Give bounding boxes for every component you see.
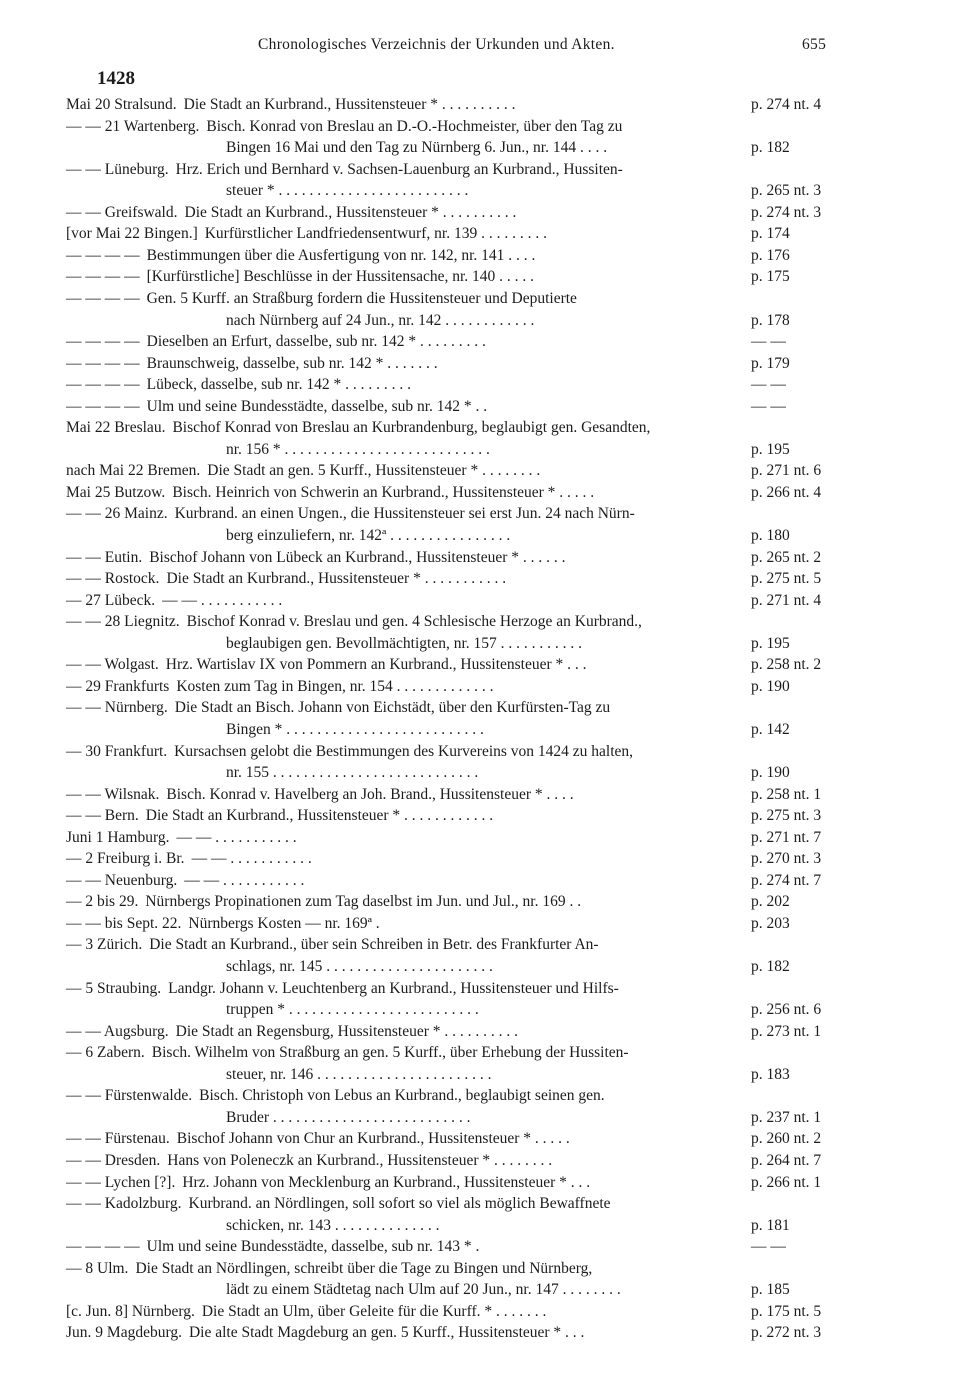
entry-page-reference: p. 256 nt. 6 [751,1001,822,1019]
entry-page-reference: p. 142 [751,720,790,738]
entry-description: nach Nürnberg auf 24 Jun., nr. 142 . . . . . . . . . . . . [226,311,535,329]
entry-page-reference: p. 182 [751,139,790,157]
entry-description: Bisch. Konrad von Breslau an D.-O.-Hochmeister, über den Tag zu [206,117,623,135]
entry-date-place: — — Fürstenwalde. [66,1087,193,1105]
entry-description: Dieselben an Erfurt, dasselbe, sub nr. 142 * . . . . . . . . . [146,333,486,351]
entry-description: schicken, nr. 143 . . . . . . . . . . . . . . [226,1216,440,1234]
entry-description: Bischof Konrad v. Breslau und gen. 4 Schlesische Herzoge an Kurbrand., [186,613,642,631]
entry-date-place: — — — — [66,333,140,351]
entry-page-reference: p. 182 [751,958,790,975]
entry-line [0,1217,960,1238]
entry-page-reference: p. 258 nt. 1 [751,785,822,803]
entry-description: Kurfürstlicher Landfriedensentwurf, nr. 139 . . . . . . . . . [204,225,547,243]
entry-description: Die Stadt an Kurbrand., Hussitensteuer * . . . . . . . . . . [183,96,516,113]
entry-page-reference: p. 174 [751,225,790,243]
entry-description: Die Stadt an gen. 5 Kurff., Hussitensteuer * . . . . . . . . [207,462,541,480]
entry-page-reference: p. 237 nt. 1 [751,1108,822,1126]
entry-line [0,355,960,376]
entry-description: Die Stadt an Regensburg, Hussitensteuer * . . . . . . . . . . [175,1022,519,1040]
entry-description: Ulm und seine Bundesstädte, dasselbe, sub nr. 142 * . . [146,397,488,415]
entry-page-reference: p. 275 nt. 3 [751,807,822,825]
entry-description: Kurbrand. an einen Ungen., die Hussitensteuer sei erst Jun. 24 nach Nürn- [174,505,635,523]
entry-date-place: [c. Jun. 8] Nürnberg. [66,1302,195,1320]
entry-page-reference: p. 176 [751,246,790,264]
entry-description: Kursachsen gelobt die Bestimmungen des Kurvereins von 1424 zu halten, [174,742,634,760]
page-number: 655 [802,36,827,53]
entry-description: Bisch. Heinrich von Schwerin an Kurbrand., Hussitensteuer * . . . . . [172,483,595,501]
entry-date-place: — — — — [66,376,140,394]
entry-page-reference: p. 271 nt. 6 [751,462,822,480]
entry-description: Bisch. Wilhelm von Straßburg an gen. 5 Kurff., über Erhebung der Hussiten- [151,1044,629,1062]
entry-page-reference: p. 180 [751,527,790,544]
entry-page-reference: p. 195 [751,440,790,458]
entry-line [0,419,960,440]
entry-page-reference: p. 272 nt. 3 [751,1324,822,1342]
year-heading: 1428 [97,68,135,89]
entry-page-reference: p. 190 [751,677,790,695]
entry-description: Bingen * . . . . . . . . . . . . . . . . . . . . . . . . . . [226,720,484,738]
entry-page-reference: p. 265 nt. 3 [751,182,822,200]
entry-description: Bisch. Christoph von Lebus an Kurbrand., beglaubigt seinen gen. [199,1087,605,1105]
entry-line [0,161,960,182]
entry-line [0,333,960,354]
entry-description: Hrz. Johann von Mecklenburg an Kurbrand., Hussitensteuer * . . . [182,1173,591,1191]
entry-description: Gen. 5 Kurff. an Straßburg fordern die Hussitensteuer und Deputierte [146,289,577,307]
entry-line [0,592,960,613]
entry-page-reference: p. 270 nt. 3 [751,850,822,868]
entry-line [0,1152,960,1173]
entry-description: steuer, nr. 146 . . . . . . . . . . . . . . . . . . . . . . . [226,1065,492,1083]
entry-line [0,872,960,893]
entry-date-place: — 5 Straubing. [66,979,162,997]
entry-date-place: — 8 Ulm. [66,1259,129,1277]
entry-page-reference: p. 260 nt. 2 [751,1130,822,1148]
entry-line [0,1303,960,1324]
entry-description: Kosten zum Tag in Bingen, nr. 154 . . . . . . . . . . . . . [176,677,494,695]
entry-date-place: — 27 Lübeck. [66,591,156,609]
entry-description: truppen * . . . . . . . . . . . . . . . . . . . . . . . . . [226,1001,479,1019]
entry-date-place: — 6 Zabern. [66,1044,145,1062]
entry-line [0,721,960,742]
entry-description: Hans von Poleneczk an Kurbrand., Hussitensteuer * . . . . . . . . [167,1151,553,1169]
entry-page-reference: p. 273 nt. 1 [751,1022,822,1040]
running-title: Chronologisches Verzeichnis der Urkunden und Akten. [258,36,615,53]
entry-page-reference: p. 202 [751,893,790,911]
entry-date-place: — 2 bis 29. [66,893,139,911]
entry-page-reference: p. 274 nt. 7 [751,871,822,889]
entry-date-place: — — Wolgast. [66,656,159,674]
entry-date-place: — 30 Frankfurt. [66,742,168,760]
entry-page-reference: p. 271 nt. 7 [751,828,822,846]
entry-description: Bruder . . . . . . . . . . . . . . . . . . . . . . . . . . [226,1108,471,1126]
entry-line [0,376,960,397]
entry-line [0,268,960,289]
entry-page-reference: p. 178 [751,311,790,329]
entry-description: — — . . . . . . . . . . . [162,591,283,609]
entry-line [0,182,960,203]
entry-date-place: — 2 Freiburg i. Br. [66,850,185,868]
entry-line [0,1087,960,1108]
entry-line [0,1324,960,1345]
entry-page-reference: p. 275 nt. 5 [751,570,822,588]
entry-page-reference: p. 258 nt. 2 [751,656,822,674]
entry-date-place: — — — — [66,289,140,307]
entry-date-place: — — Augsburg. [66,1022,169,1040]
entry-line [0,527,960,548]
entry-line [0,462,960,483]
entry-line [0,139,960,160]
entry-date-place: nach Mai 22 Bremen. [66,462,201,480]
entry-page-reference: p. 274 nt. 4 [751,96,822,113]
entry-description: Ulm und seine Bundesstädte, dasselbe, sub nr. 143 * . [146,1238,480,1256]
entry-line [0,549,960,570]
entry-description: berg einzuliefern, nr. 142ª . . . . . . . . . . . . . . . . [226,527,511,544]
entry-line [0,699,960,720]
entry-line [0,678,960,699]
entry-line [0,1238,960,1259]
entry-date-place: — — Lüneburg. [66,160,169,178]
entry-date-place: — — Neuenburg. [66,871,178,889]
entry-description: Bestimmungen über die Ausfertigung von nr. 142, nr. 141 . . . . [146,246,536,264]
entry-page-reference: — — [751,1238,786,1256]
entry-line [0,484,960,505]
entry-line [0,118,960,139]
entry-date-place: Mai 22 Breslau. [66,419,166,437]
entry-line [0,743,960,764]
entry-description: nr. 155 . . . . . . . . . . . . . . . . . . . . . . . . . . . [226,764,479,782]
entry-date-place: — — — — [66,1238,140,1256]
entry-description: steuer * . . . . . . . . . . . . . . . . . . . . . . . . . [226,182,469,200]
entry-line [0,441,960,462]
entry-line [0,936,960,957]
entry-date-place: — — bis Sept. 22. [66,914,182,932]
entry-line [0,204,960,225]
entry-line [0,915,960,936]
entry-description: lädt zu einem Städtetag nach Ulm auf 20 Jun., nr. 147 . . . . . . . . [226,1281,621,1299]
entry-line [0,958,960,979]
entry-line [0,1066,960,1087]
entry-line [0,893,960,914]
entry-date-place: — — 26 Mainz. [66,505,168,523]
entry-date-place: — — — — [66,354,140,372]
entry-date-place: — — — — [66,397,140,415]
entry-description: Die Stadt an Ulm, über Geleite für die Kurff. * . . . . . . . [201,1302,547,1320]
entry-description: Lübeck, dasselbe, sub nr. 142 * . . . . . . . . . [146,376,411,394]
entry-description: Bischof Johann von Chur an Kurbrand., Hussitensteuer * . . . . . [176,1130,570,1148]
entry-description: Nürnbergs Kosten — nr. 169ª . [188,914,380,932]
entry-date-place: — — Wilsnak. [66,785,160,803]
entry-description: Bischof Konrad von Breslau an Kurbrandenburg, beglaubigt gen. Gesandten, [172,419,651,437]
entry-description: schlags, nr. 145 . . . . . . . . . . . . . . . . . . . . . . [226,958,493,975]
entry-line [0,1281,960,1302]
entry-date-place: — — Dresden. [66,1151,161,1169]
entry-line [0,807,960,828]
entry-date-place: — — Greifswald. [66,203,178,221]
entry-line [0,980,960,1001]
entry-line [0,829,960,850]
entry-description: Die Stadt an Nördlingen, schreibt über die Tage zu Bingen und Nürnberg, [135,1259,593,1277]
entry-date-place: — — Rostock. [66,570,160,588]
entry-line [0,1109,960,1130]
entry-date-place: — — Bern. [66,807,139,825]
entry-description: Die Stadt an Bisch. Johann von Eichstädt, über den Kurfürsten-Tag zu [174,699,611,717]
entry-line [0,1174,960,1195]
entry-description: Die Stadt an Kurbrand., Hussitensteuer * . . . . . . . . . . [184,203,517,221]
entry-line [0,1001,960,1022]
entry-line [0,656,960,677]
entry-date-place: — — Nürnberg. [66,699,168,717]
entry-description: Bischof Johann von Lübeck an Kurbrand., Hussitensteuer * . . . . . . [149,548,566,566]
entry-description: Hrz. Erich und Bernhard v. Sachsen-Lauenburg an Kurbrand., Hussiten- [175,160,623,178]
entry-description: Die Stadt an Kurbrand., über sein Schreiben in Betr. des Frankfurter An- [149,936,599,954]
entry-line [0,635,960,656]
entry-line [0,850,960,871]
entry-date-place: — — 28 Liegnitz. [66,613,180,631]
entry-date-place: [vor Mai 22 Bingen.] [66,225,198,243]
entry-line [0,1195,960,1216]
entry-page-reference: p. 271 nt. 4 [751,591,822,609]
entry-page-reference: — — [751,376,786,394]
entry-line [0,613,960,634]
entry-description: nr. 156 * . . . . . . . . . . . . . . . . . . . . . . . . . . . [226,440,490,458]
entry-date-place: — — — — [66,246,140,264]
entry-description: — — . . . . . . . . . . . [184,871,305,889]
entry-page-reference: p. 175 nt. 5 [751,1302,822,1320]
entry-line [0,1044,960,1065]
entry-description: Nürnbergs Propinationen zum Tag daselbst im Jun. und Jul., nr. 169 . . [145,893,582,911]
entry-description: Die alte Stadt Magdeburg an gen. 5 Kurff., Hussitensteuer * . . . [188,1324,585,1342]
entry-page-reference: — — [751,333,786,351]
entry-description: [Kurfürstliche] Beschlüsse in der Hussitensache, nr. 140 . . . . . [146,268,535,286]
entry-description: Kurbrand. an Nördlingen, soll sofort so viel als möglich Bewaffnete [188,1195,611,1213]
entry-date-place: — 3 Zürich. [66,936,143,954]
entry-description: Die Stadt an Kurbrand., Hussitensteuer * . . . . . . . . . . . . [145,807,494,825]
entry-page-reference: — — [751,397,786,415]
entry-description: Braunschweig, dasselbe, sub nr. 142 * . . . . . . . [146,354,438,372]
entry-page-reference: p. 266 nt. 4 [751,483,822,501]
entry-page-reference: p. 264 nt. 7 [751,1151,822,1169]
entry-page-reference: p. 266 nt. 1 [751,1173,822,1191]
entry-date-place: — — Lychen [?]. [66,1173,176,1191]
entry-line [0,312,960,333]
entry-description: — — . . . . . . . . . . . [191,850,312,868]
entry-date-place: — — Eutin. [66,548,143,566]
entry-description: — — . . . . . . . . . . . [176,828,297,846]
entry-line [0,398,960,419]
entry-description: beglaubigen gen. Bevollmächtigten, nr. 157 . . . . . . . . . . . [226,634,583,652]
entry-line [0,764,960,785]
entry-line [0,505,960,526]
entry-page-reference: p. 195 [751,634,790,652]
entry-date-place: — — 21 Wartenberg. [66,117,200,135]
entry-description: Bingen 16 Mai und den Tag zu Nürnberg 6. Jun., nr. 144 . . . . [226,139,608,157]
entry-line [0,1130,960,1151]
entry-date-place: — 29 Frankfurts [66,677,170,695]
entry-page-reference: p. 183 [751,1065,790,1083]
entry-date-place: Mai 25 Butzow. [66,483,166,501]
entry-description: Hrz. Wartislav IX von Pommern an Kurbrand., Hussitensteuer * . . . [165,656,587,674]
entry-line [0,290,960,311]
entry-description: Die Stadt an Kurbrand., Hussitensteuer * . . . . . . . . . . . [166,570,507,588]
entry-line [0,786,960,807]
entry-page-reference: p. 179 [751,354,790,372]
entry-line [0,96,960,117]
entry-date-place: Juni 1 Hamburg. [66,828,170,846]
entry-line [0,1260,960,1281]
entry-date-place: — — Kadolzburg. [66,1195,182,1213]
entry-page-reference: p. 181 [751,1216,790,1234]
entry-page-reference: p. 265 nt. 2 [751,548,822,566]
entry-line [0,570,960,591]
entry-page-reference: p. 203 [751,914,790,932]
entry-page-reference: p. 274 nt. 3 [751,203,822,221]
entry-page-reference: p. 175 [751,268,790,286]
entry-date-place: Mai 20 Stralsund. [66,96,177,113]
entry-page-reference: p. 190 [751,764,790,782]
entry-date-place: — — — — [66,268,140,286]
entry-description: Bisch. Konrad v. Havelberg an Joh. Brand., Hussitensteuer * . . . . [166,785,574,803]
entry-page-reference: p. 185 [751,1281,790,1299]
entry-line [0,1023,960,1044]
entry-line [0,247,960,268]
entry-date-place: — — Fürstenau. [66,1130,170,1148]
entry-line [0,225,960,246]
entry-date-place: Jun. 9 Magdeburg. [66,1324,182,1342]
entry-description: Landgr. Johann v. Leuchtenberg an Kurbrand., Hussitensteuer und Hilfs- [168,979,619,997]
